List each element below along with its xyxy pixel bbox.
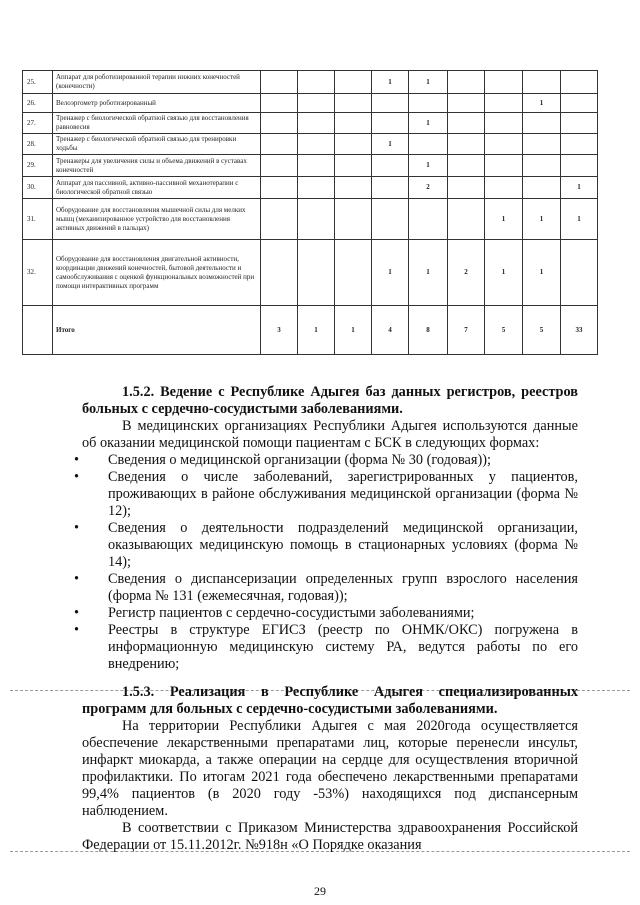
table-cell [261,155,298,177]
table-cell [561,71,598,94]
table-row [23,94,598,113]
row-number: 26. [23,94,53,113]
table-cell [335,71,372,94]
table-cell [298,113,335,134]
table-cell: 1 [409,155,448,177]
section-153-para-2: В соответствии с Приказом Министерства здравоохранения Российской Федерации от 15.11.2012г. №918н «О Порядке оказания [82,820,578,853]
table-cell: 1 [561,177,598,199]
table-cell [372,155,409,177]
table-cell [409,134,448,155]
table-row [23,240,598,306]
table-row [23,71,598,94]
table-cell: 1 [485,240,523,306]
table-body [23,71,598,355]
row-number: 28. [23,134,53,155]
section-153-heading: 1.5.3. Реализация в Республике Адыгея специализированных программ для больных с сердечно-сосудистыми заболеваниями. [82,684,578,717]
table-cell [523,71,561,94]
table-cell: 1 [485,199,523,240]
table-cell: 1 [523,240,561,306]
table-cell [335,134,372,155]
section-152-intro: В медицинских организациях Республики Адыгея используются данные об оказании медицинской помощи пациентам с БСК в следующих формах: [82,418,578,451]
table-cell [523,177,561,199]
table-cell [372,113,409,134]
page-number: 29 [314,884,326,898]
table-cell: 2 [409,177,448,199]
table-cell: 5 [485,306,523,355]
table-cell [561,155,598,177]
table-cell [335,177,372,199]
table-cell: 1 [523,199,561,240]
row-number: 32. [23,240,53,306]
table-cell [372,177,409,199]
table-cell: 2 [448,240,485,306]
table-cell [561,240,598,306]
section-153-para-1: На территории Республики Адыгея с мая 2020года осуществляется обеспечение лекарственными препаратами лиц, которые перенесли инсульт, инфаркт миокарда, а также операции на сердце для осуществления вторичной профилактики. По итогам 2021 года обеспечено лекарственными препаратами 99,4% пациентов (в 2020 году -53%) находящихся под диспансерным наблюдением. [82,718,578,819]
table-cell [448,71,485,94]
equipment-name: Тренажер с биологической обратной связью для тренировки ходьбы [53,134,261,155]
table-cell [372,199,409,240]
table-row [23,155,598,177]
equipment-name: Оборудование для восстановления мышечной силы для мелких мышц (механизированное устройство для восстановления активных движений в пальцах) [53,199,261,240]
row-number: 27. [23,113,53,134]
row-number: 30. [23,177,53,199]
table-cell [485,71,523,94]
row-number [23,306,53,355]
table-cell: 1 [409,240,448,306]
table-cell [298,240,335,306]
table-cell [335,199,372,240]
table-cell [448,177,485,199]
table-cell [261,199,298,240]
table-cell [335,240,372,306]
list-item: • Сведения о медицинской организации (форма № 30 (годовая)); [82,452,578,469]
table-cell: 3 [261,306,298,355]
table-cell [448,94,485,113]
table-cell: 1 [561,199,598,240]
list-item: • Сведения о числе заболеваний, зарегистрированных у пациентов, проживающих в районе обслуживания медицинской организации (форма № 12); [82,469,578,520]
equipment-name: Тренажер с биологической обратной связью для восстановления равновесия [53,113,261,134]
table-cell [561,94,598,113]
table-cell: 5 [523,306,561,355]
table-cell: 1 [298,306,335,355]
table-total-row [23,306,598,355]
list-item: • Сведения о диспансеризации определенных групп взрослого населения (форма № 131 (ежемесячная, годовая)); [82,571,578,605]
equipment-name: Аппарат для пассивной, активно-пассивной механотерапии с биологической обратной связью [53,177,261,199]
table-row [23,134,598,155]
table-cell [409,94,448,113]
table-cell: 1 [523,94,561,113]
table-cell [298,134,335,155]
text-content [82,384,578,854]
table-cell [448,199,485,240]
table-cell [261,94,298,113]
table-row [23,177,598,199]
table-cell [261,177,298,199]
table-cell [523,134,561,155]
equipment-name: Оборудование для восстановления двигательной активности, координации движений конечностей, бытовой деятельности и самообслуживания с оценкой функциональных возможностей при помощи интерактивных программ [53,240,261,306]
total-label: Итого [53,306,261,355]
table-cell [372,94,409,113]
table-cell: 1 [409,113,448,134]
table-cell: 7 [448,306,485,355]
table-cell: 1 [335,306,372,355]
table-row [23,199,598,240]
row-number: 29. [23,155,53,177]
table-cell [298,94,335,113]
table-cell [561,113,598,134]
table-cell [298,199,335,240]
table-cell: 33 [561,306,598,355]
table-cell [409,199,448,240]
table-cell [448,134,485,155]
table-cell [523,113,561,134]
table-cell [335,155,372,177]
section-152-heading: 1.5.2. Ведение с Республике Адыгея баз данных регистров, реестров больных с сердечно-сосудистыми заболеваниями. [82,384,578,417]
row-number: 31. [23,199,53,240]
table-cell [485,155,523,177]
table-cell [523,155,561,177]
table-cell: 1 [372,71,409,94]
table-cell: 1 [409,71,448,94]
table-cell: 1 [372,134,409,155]
table-cell [298,155,335,177]
list-item: • Сведения о деятельности подразделений медицинской организации, оказывающих медицинскую помощь в стационарных условиях (форма № 14); [82,520,578,571]
equipment-name: Тренажеры для увеличения силы и объема движений в суставах конечностей [53,155,261,177]
table-cell [561,134,598,155]
table-cell [261,240,298,306]
table-cell [485,94,523,113]
table-cell [485,177,523,199]
table-cell [298,177,335,199]
equipment-name: Аппарат для роботизированной терапии нижних конечностей (конечности) [53,71,261,94]
equipment-table [22,70,598,355]
table-cell [485,134,523,155]
table-cell [335,113,372,134]
row-number: 25. [23,71,53,94]
table-cell [335,94,372,113]
table-cell [261,113,298,134]
table-cell [448,113,485,134]
table-cell [448,155,485,177]
equipment-name: Велоэргометр роботизированный [53,94,261,113]
table-cell [261,134,298,155]
list-item: • Регистр пациентов с сердечно-сосудистыми заболеваниями; [82,605,578,622]
forms-list [82,452,578,673]
table-cell [485,113,523,134]
list-item: • Реестры в структуре ЕГИСЗ (реестр по ОНМК/ОКС) погружена в информационную медицинскую систему РА, ведутся работы по его внедрению; [82,622,578,673]
table-cell: 4 [372,306,409,355]
table-cell [261,71,298,94]
table-cell: 1 [372,240,409,306]
table-row [23,113,598,134]
table-cell: 8 [409,306,448,355]
table-cell [298,71,335,94]
